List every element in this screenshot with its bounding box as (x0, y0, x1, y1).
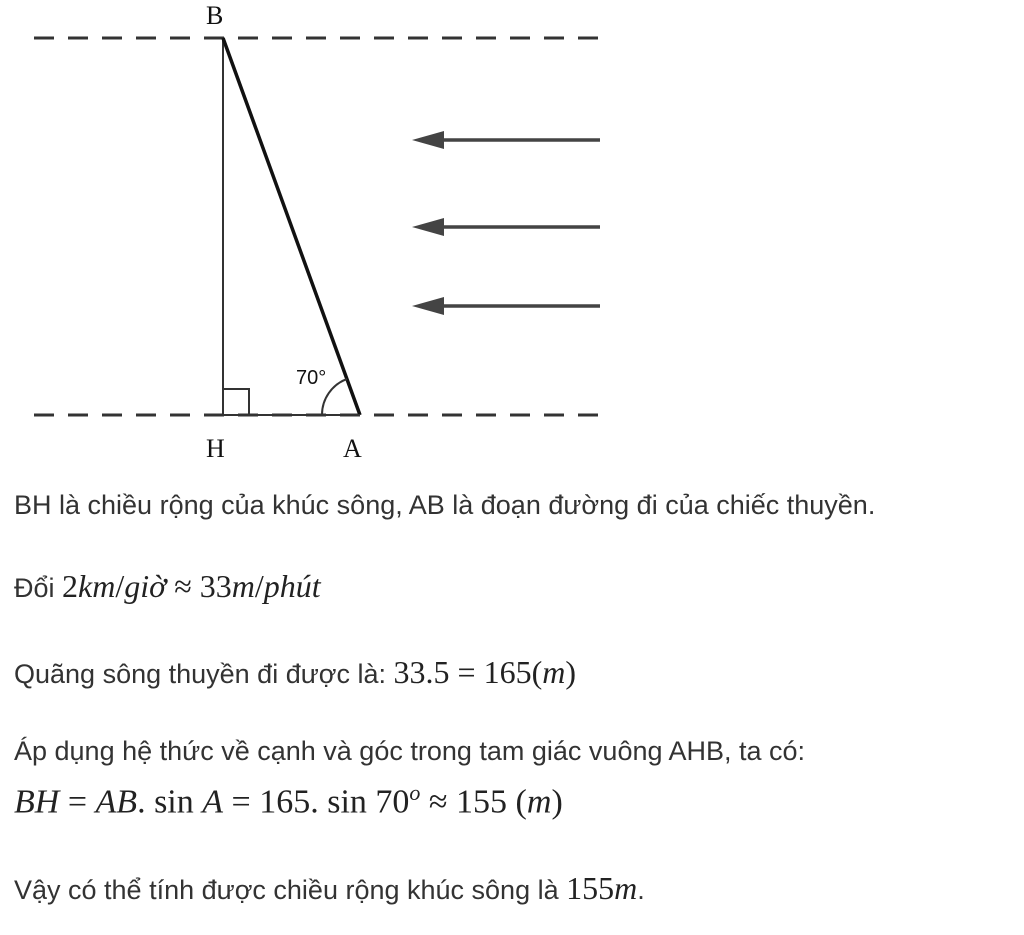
line2-formula: 2km/giờ ≈ 33m/phút (62, 568, 321, 604)
line6-suffix: . (637, 875, 645, 905)
right-angle-marker (223, 389, 249, 415)
text-line-1 (14, 490, 875, 521)
line2-prefix: Đổi (14, 573, 63, 603)
segment-ab (223, 38, 360, 415)
river-diagram (0, 0, 620, 470)
line1-text: BH là chiều rộng của khúc sông, AB là đoạn đường đi của chiếc thuyền. (14, 490, 876, 520)
line3-prefix: Quãng sông thuyền đi được là: (14, 659, 394, 689)
current-arrow (412, 297, 600, 315)
text-line-3 (14, 654, 576, 691)
point-label-b: B (206, 1, 224, 30)
text-line-5-formula: BH = AB. sin A = 165. $\sin 70^o \approx 155$ (m) (14, 780, 563, 821)
line6-formula: 155m (566, 870, 638, 906)
line3-formula: 33.5 = 165(m) (393, 654, 576, 690)
current-arrow (412, 131, 600, 149)
point-label-h: H (206, 434, 225, 463)
text-line-6 (14, 870, 645, 907)
point-label-a: A (343, 434, 362, 463)
text-line-4 (14, 736, 805, 767)
current-arrow (412, 218, 600, 236)
angle-label: 70° (296, 367, 327, 389)
line4-text: Áp dụng hệ thức về cạnh và góc trong tam giác vuông AHB, ta có: (14, 736, 806, 766)
text-line-2 (14, 568, 321, 605)
line6-prefix: Vậy có thể tính được chiều rộng khúc sông là (14, 875, 567, 905)
